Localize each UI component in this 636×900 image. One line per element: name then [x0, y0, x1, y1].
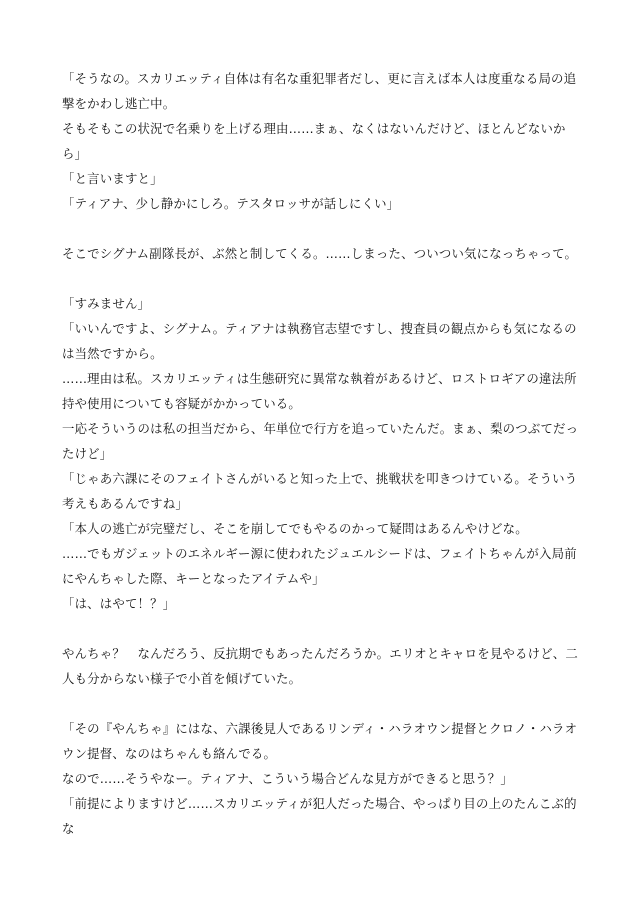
paragraph: 「ティアナ、少し静かにしろ。テスタロッサが話しにくい」 — [62, 196, 400, 211]
paragraph: 「本人の逃亡が完璧だし、そこを崩してでもやるのかって疑問はあるんやけどな。 — [62, 521, 528, 536]
paragraph: 「じゃあ六課にそのフェイトさんがいると知った上で、挑戦状を叩きつけている。そういう考えもあるんですね」 — [62, 471, 578, 511]
paragraph: 「前提によりますけど……スカリエッティが犯人だった場合、やっぱり目の上のたんこぶ的な — [62, 796, 577, 836]
paragraph: ……理由は私。スカリエッティは生態研究に異常な執着があるけど、ロストロギアの違法所持や使用についても容疑がかかっている。 — [62, 371, 577, 411]
paragraph: 「すみません」 — [62, 296, 151, 311]
paragraph: そもそもこの状況で名乗りを上げる理由……まぁ、なくはないんだけど、ほとんどないから」 — [62, 121, 566, 161]
paragraph: やんちゃ？ なんだろう、反抗期でもあったんだろうか。エリオとキャロを見やるけど、二人も分からない様子で小首を傾げていた。 — [62, 646, 578, 686]
document-body — [62, 66, 580, 841]
paragraph: ……でもガジェットのエネルギー源に使われたジュエルシードは、フェイトちゃんが入局前にやんちゃした際、キーとなったアイテムや」 — [62, 546, 577, 586]
blank-line — [62, 216, 580, 241]
blank-line — [62, 691, 580, 716]
paragraph: そこでシグナム副隊長が、ぶ然と制してくる。……しまった、ついつい気になっちゃって。 — [62, 246, 578, 261]
paragraph: 「そうなの。スカリエッティ自体は有名な重犯罪者だし、更に言えば本人は度重なる局の追撃をかわし逃亡中。 — [62, 71, 577, 111]
paragraph: なので……そうやなー。ティアナ、こういう場合どんな見方ができると思う？」 — [62, 771, 513, 786]
paragraph: 「その『やんちゃ』にはな、六課後見人であるリンディ・ハラオウン提督とクロノ・ハラオウン提督、なのはちゃんも絡んでる。 — [62, 721, 578, 761]
paragraph: 「と言いますと」 — [62, 171, 163, 186]
blank-line — [62, 616, 580, 641]
paragraph: 「は、はやて！？」 — [62, 596, 176, 611]
blank-line — [62, 266, 580, 291]
paragraph: 一応そういうのは私の担当だから、年単位で行方を追っていたんだ。まぁ、梨のつぶてだったけど」 — [62, 421, 579, 461]
paragraph: 「いいんですよ、シグナム。ティアナは執務官志望ですし、捜査員の観点からも気になるのは当然ですから。 — [62, 321, 577, 361]
